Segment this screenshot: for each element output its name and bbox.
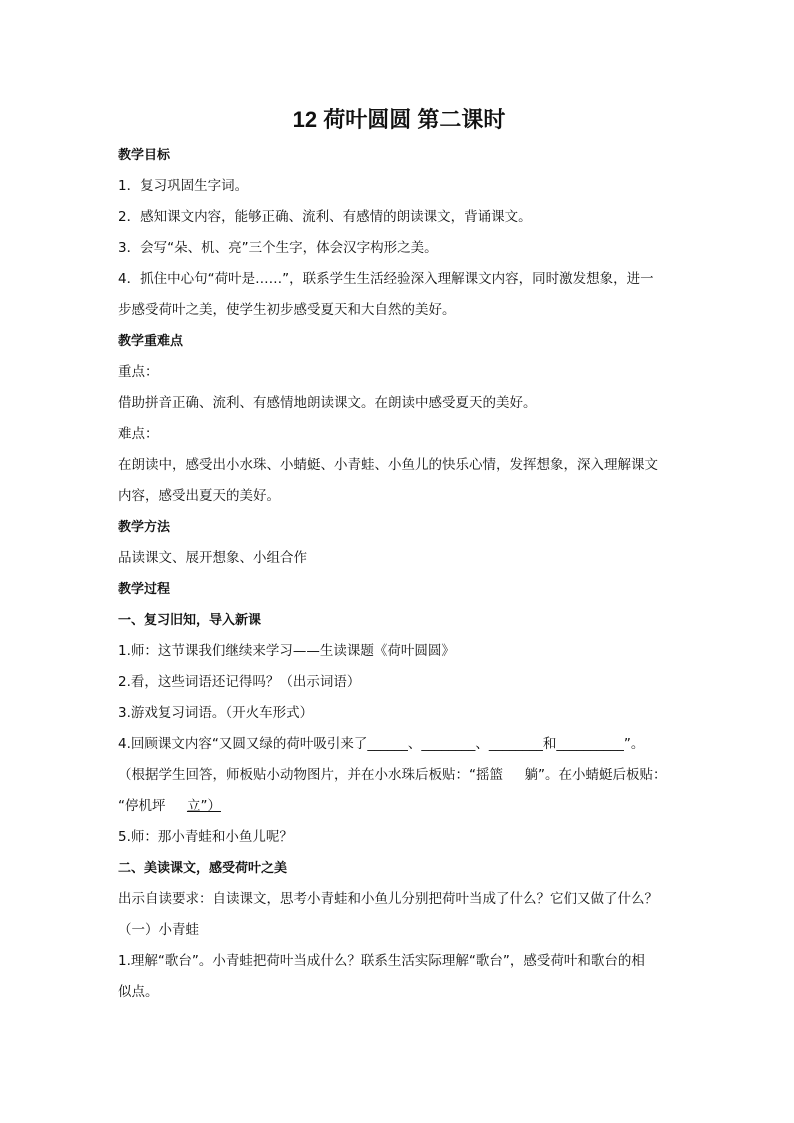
key-text: 借助拼音正确、流利、有感情地朗读课文。在朗读中感受夏天的美好。 xyxy=(118,395,537,411)
part1-item: 4.回顾课文内容“又圆又绿的荷叶吸引来了______、________、________和__________”。 xyxy=(118,736,645,752)
part1-item: 1.师：这节课我们继续来学习——生读课题《荷叶圆圆》 xyxy=(118,643,455,659)
part1-note-continued xyxy=(118,791,680,822)
goal-item: 2．感知课文内容，能够正确、流利、有感情的朗读课文，背诵课文。 xyxy=(118,209,532,225)
part2-heading: 二、美读课文，感受荷叶之美 xyxy=(118,861,288,876)
method-heading: 教学方法 xyxy=(118,520,171,535)
goal-item: 1．复习巩固生字词。 xyxy=(118,178,249,194)
part1-note xyxy=(118,760,680,791)
document-title: 12 荷叶圆圆 第二课时 xyxy=(292,107,506,132)
method-text: 品读课文、展开想象、小组合作 xyxy=(118,550,307,566)
part2-intro: 出示自读要求：自读课文，思考小青蛙和小鱼儿分别把荷叶当成了什么？它们又做了什么？ xyxy=(118,891,658,907)
key-label: 重点： xyxy=(118,364,159,380)
goals-heading: 教学目标 xyxy=(118,148,171,163)
part2-item: 1.理解“歌台”。小青蛙把荷叶当成什么？联系生活实际理解“歌台”，感受荷叶和歌台的相 xyxy=(118,953,645,969)
part1-item: 5.师：那小青蛙和小鱼儿呢？ xyxy=(118,829,293,845)
difficulty-text: 在朗读中，感受出小水珠、小蜻蜓、小青蛙、小鱼儿的快乐心情，发挥想象，深入理解课文 xyxy=(118,457,658,473)
part1-note-d: 立”） xyxy=(186,798,221,814)
part1-note-b: 躺”。在小蜻蜓后板贴： xyxy=(524,767,667,783)
goal-item-continued: 步感受荷叶之美，使学生初步感受夏天和大自然的美好。 xyxy=(118,302,456,318)
goal-item: 4．抓住中心句“荷叶是……”，联系学生生活经验深入理解课文内容，同时激发想象，进一 xyxy=(118,271,654,287)
part1-note-a: （根据学生回答，师板贴小动物图片，并在小水珠后板贴：“摇篮 xyxy=(118,767,503,783)
difficulty-label: 难点： xyxy=(118,426,159,442)
process-heading: 教学过程 xyxy=(118,582,171,597)
part1-item: 2.看，这些词语还记得吗？（出示词语） xyxy=(118,674,361,690)
part1-note-c: “停机坪 xyxy=(118,798,166,814)
difficulty-text-continued: 内容，感受出夏天的美好。 xyxy=(118,488,280,504)
document-page xyxy=(118,100,680,1008)
part2-item-continued: 似点。 xyxy=(118,984,159,1000)
key-points-heading: 教学重难点 xyxy=(118,334,184,349)
goal-item: 3．会写“朵、机、亮”三个生字，体会汉字构形之美。 xyxy=(118,240,438,256)
part1-item: 3.游戏复习词语。（开火车形式） xyxy=(118,705,314,721)
part1-heading: 一、复习旧知，导入新课 xyxy=(118,613,262,628)
part2-subheading: （一）小青蛙 xyxy=(118,922,199,938)
